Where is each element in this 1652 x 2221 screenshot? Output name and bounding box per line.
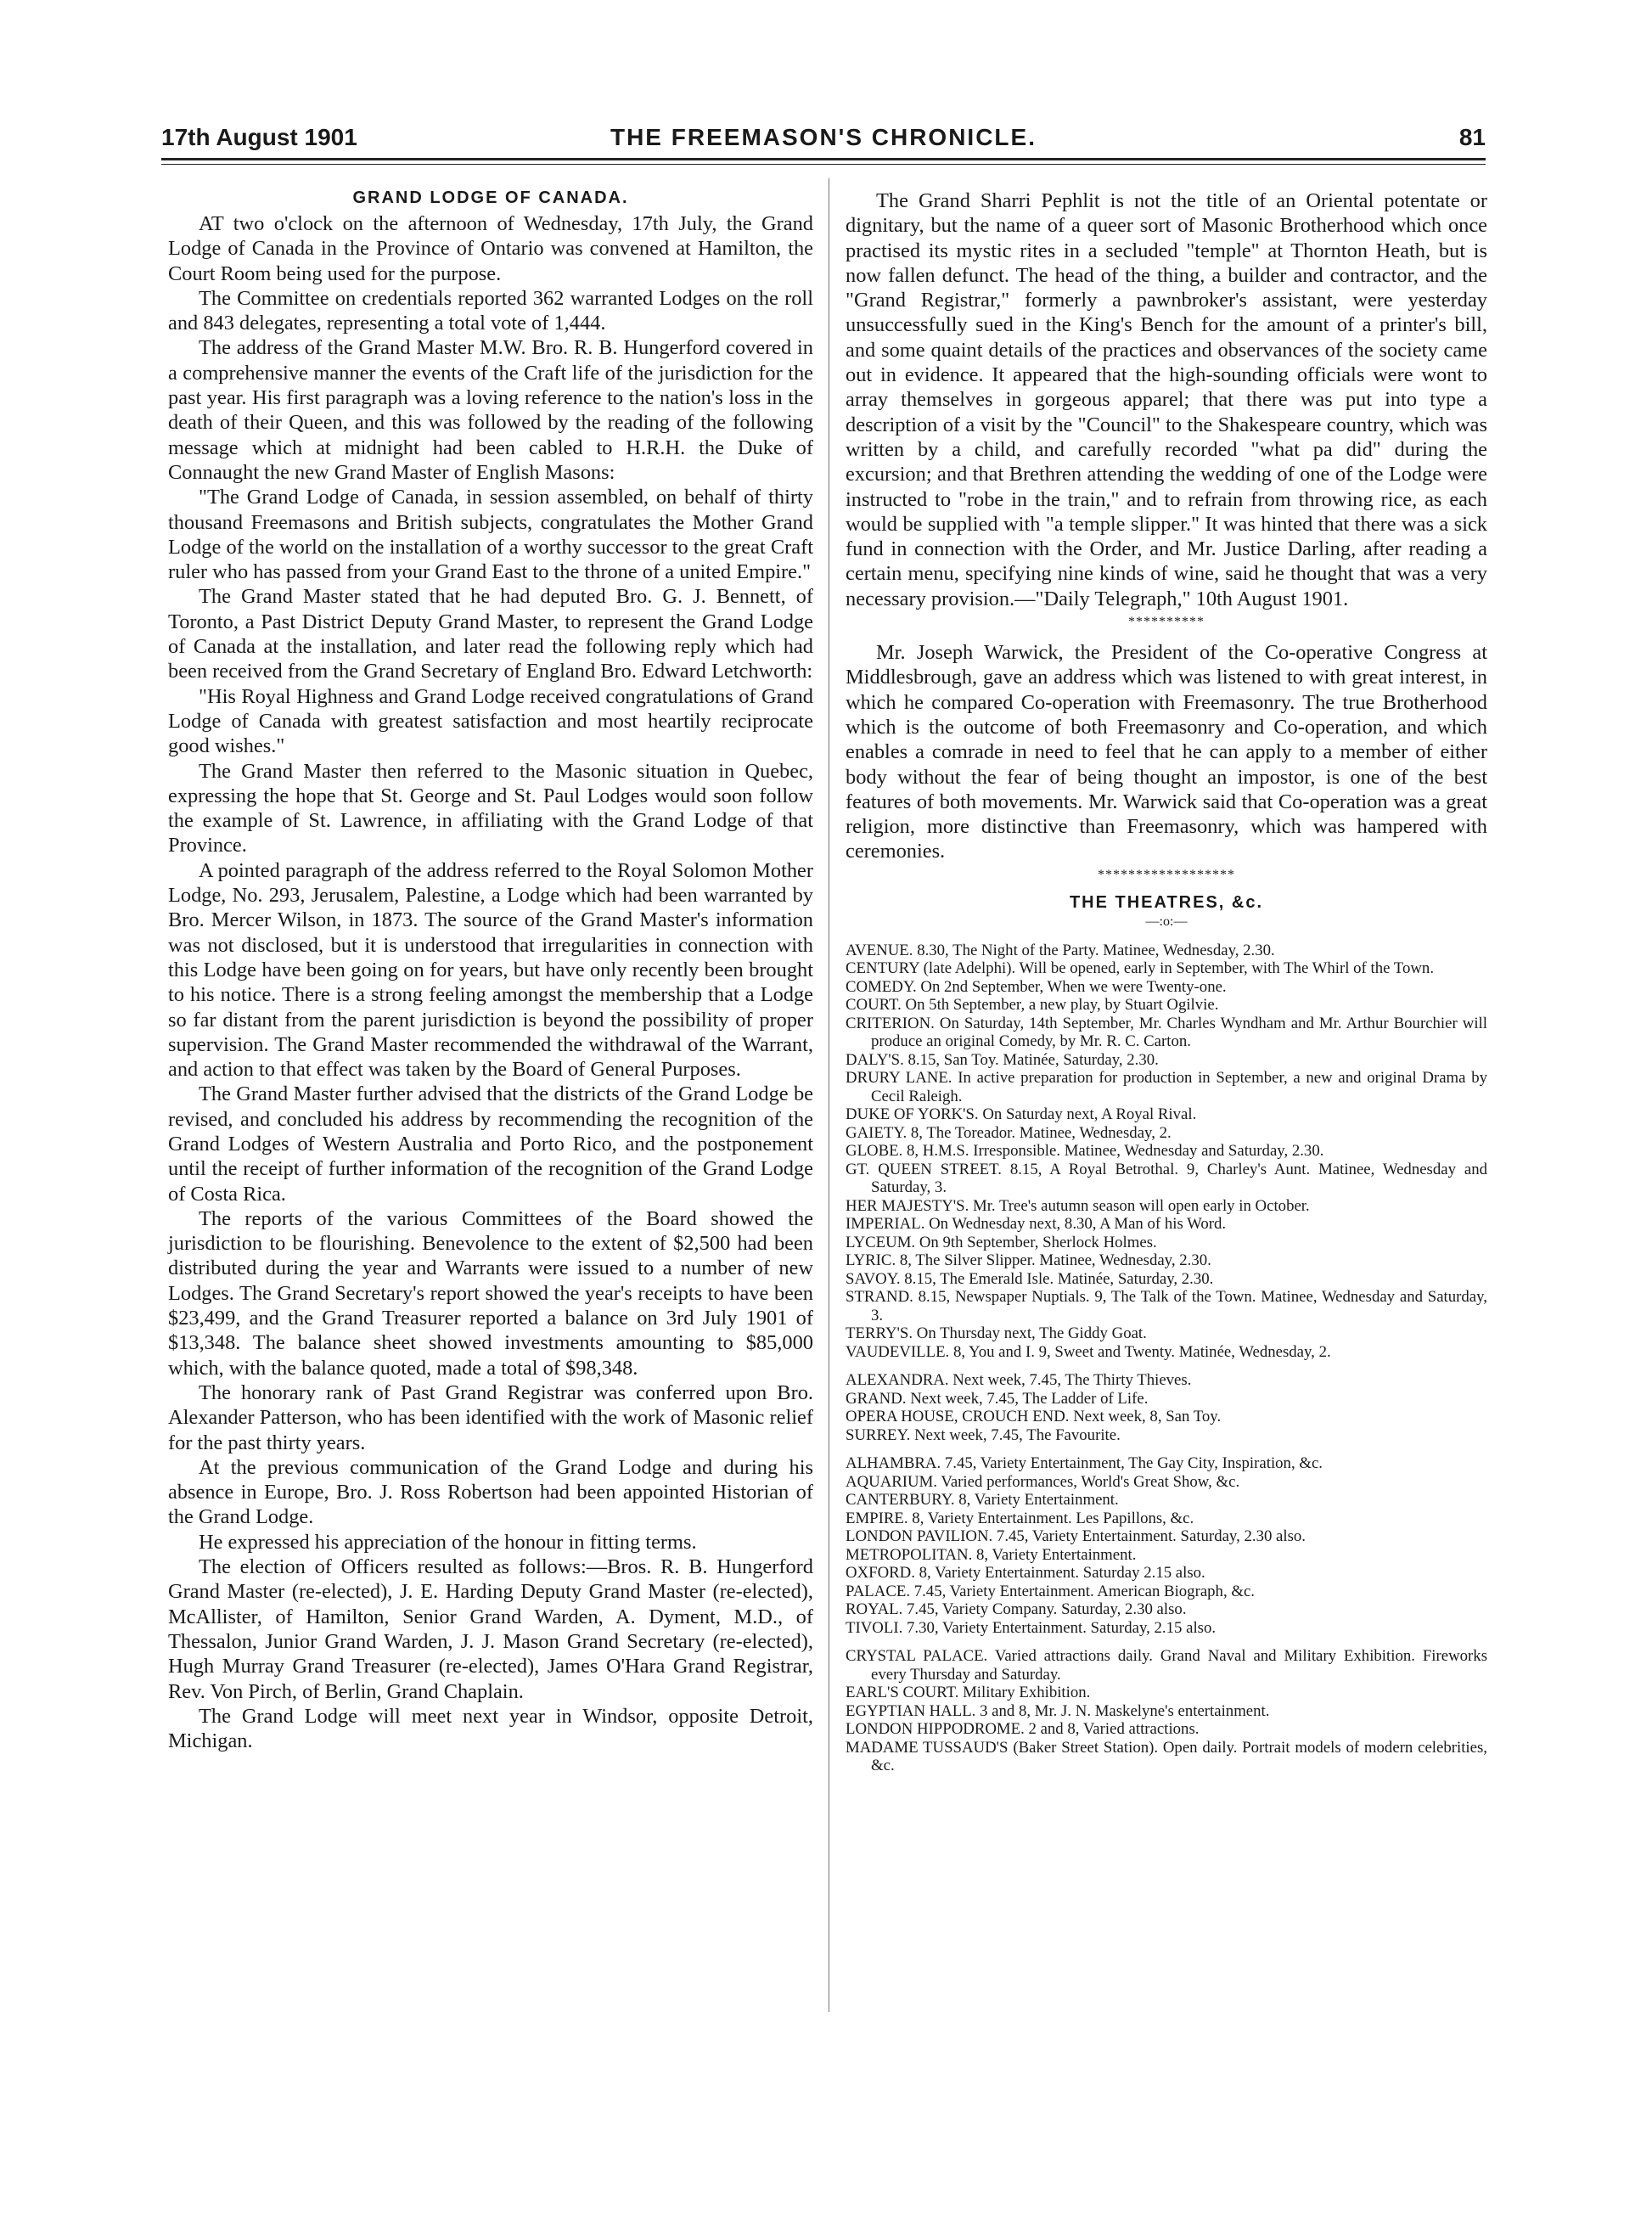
theatre-programme: 7.45, Variety Entertainment. American Biograph, &c.: [913, 1582, 1255, 1600]
article-paragraph: Mr. Joseph Warwick, the President of the Co-operative Congress at Middlesbrough, gave an address which was listened to with great interest, in which he compared Co-operation with Freemasonry. The true Brotherhood which is the outcome of both Freemasonry and Co-operation, and which enables a comrade in need to feel that he can apply to a member of either body without the fear of being thought an impostor, is one of the best features of both movements. Mr. Warwick said that Co-operation was a great religion, more distinctive than Freemasonry, which was hampered with ceremonies.: [846, 641, 1487, 863]
theatre-name: MADAME TUSSAUD'S: [846, 1738, 1009, 1757]
theatre-listing: [846, 1583, 1487, 1601]
theatre-listing: [846, 1647, 1487, 1684]
theatre-programme: Varied attractions daily. Grand Naval and Military Exhibition. Fireworks every Thursday and Saturday.: [871, 1647, 1488, 1684]
theatre-listing: [846, 1270, 1487, 1289]
article-body: [168, 211, 813, 1753]
theatre-programme: 7.45, Variety Company. Saturday, 2.30 also.: [907, 1600, 1187, 1619]
theatre-listing: [846, 1600, 1487, 1619]
theatre-name: CANTERBURY.: [846, 1491, 955, 1510]
theatre-name: PALACE.: [846, 1582, 911, 1600]
theatre-name: COMEDY.: [846, 977, 917, 996]
article-paragraph: The Grand Lodge will meet next year in Windsor, opposite Detroit, Michigan.: [168, 1704, 813, 1753]
theatre-name: ROYAL.: [846, 1600, 903, 1619]
theatre-programme: Mr. Tree's autumn season will open early in October.: [973, 1196, 1310, 1215]
theatre-listing: [846, 1015, 1487, 1051]
theatre-listing: [846, 1343, 1487, 1362]
theatre-listings: [846, 942, 1487, 1775]
issue-date: 17th August 1901: [161, 124, 357, 150]
theatre-programme: Varied performances, World's Great Show, &c.: [941, 1472, 1240, 1491]
theatre-name: OXFORD.: [846, 1564, 915, 1583]
article-paragraph: The Grand Master further advised that the districts of the Grand Lodge be revised, and concluded his address by recommending the recognition of the Grand Lodges of Western Australia and Porto Rico, and the postponement until the receipt of further information of the recognition of the Grand Lodge of Costa Rica.: [168, 1082, 813, 1206]
theatre-name: OPERA HOUSE, CROUCH END.: [846, 1408, 1070, 1426]
theatre-listing: [846, 978, 1487, 997]
theatre-programme: Next week, 7.45, The Favourite.: [914, 1425, 1121, 1444]
theatre-programme: 8.15, A Royal Betrothal. 9, Charley's Aunt. Matinee, Wednesday and Saturday, 3.: [871, 1160, 1487, 1197]
article-paragraph: The address of the Grand Master M.W. Bro. R. B. Hungerford covered in a comprehensive manner the events of the Craft life of the jurisdiction for the past year. His first paragraph was a loving reference to the nation's loss in the death of their Queen, and this was followed by the reading of the following message which at midnight had been cabled to H.R.H. the Duke of Connaught the new Grand Master of English Masons:: [168, 336, 813, 484]
article-paragraph: The Committee on credentials reported 362 warranted Lodges on the roll and 843 delegates, representing a total vote of 1,444.: [168, 286, 813, 335]
article-heading: GRAND LODGE OF CANADA.: [352, 188, 629, 207]
theatre-name: COURT.: [846, 996, 902, 1015]
theatre-listing: [846, 1684, 1487, 1702]
theatre-listing: [846, 942, 1487, 960]
theatre-name: ALEXANDRA.: [846, 1371, 949, 1390]
theatre-name: IMPERIAL.: [846, 1215, 925, 1234]
theatre-listing: [846, 959, 1487, 978]
theatre-name: SURREY.: [846, 1425, 911, 1444]
theatre-programme: Next week, 7.45, The Ladder of Life.: [910, 1389, 1149, 1408]
theatre-listing: [846, 1390, 1487, 1409]
theatre-listing: [846, 1161, 1487, 1197]
theatres-ornament: —:o:—: [1145, 914, 1188, 929]
theatre-programme: (late Adelphi). Will be opened, early in September, with The Whirl of the Town.: [923, 959, 1435, 978]
theatre-listing: [846, 1051, 1487, 1070]
theatre-name: AQUARIUM.: [846, 1472, 937, 1491]
theatre-name: ALHAMBRA.: [846, 1454, 941, 1473]
theatre-name: LONDON PAVILION.: [846, 1527, 993, 1546]
theatre-programme: On 5th September, a new play, by Stuart Ogilvie.: [905, 996, 1219, 1015]
theatre-name: GRAND.: [846, 1389, 907, 1408]
article-paragraph: The Grand Sharri Pephlit is not the title of an Oriental potentate or dignitary, but the name of a queer sort of Masonic Brotherhood which once practised its mystic rites in a secluded "temple" at Thornton Heath, but is now fallen defunct. The head of the thing, a builder and contractor, and the "Grand Registrar," formerly a pawnbroker's assistant, were yesterday unsuccessfully sued in the King's Bench for the amount of a printer's bill, and some quaint details of the practices and observances of the society came out in evidence. It appeared that the high-sounding officials were wont to array themselves in gorgeous apparel; that there was put into type a description of a visit by the "Council" to the Shakespeare country, which was written by a child, and carefully recorded "what pa did" during the excursion; and that Brethren attending the wedding of one of the Lodge were instructed to "robe in the train," and to refrain from throwing rice, as each would be supplied with "a temple slipper." It was hinted that there was a sick fund in connection with the Order, and Mr. Justice Darling, after reading a certain menu, specifying nine kinds of wine, said he thought that was a very necessary provision.—"Daily Telegraph," 10th August 1901.: [846, 189, 1487, 610]
theatre-listing: [846, 1454, 1487, 1473]
theatre-listing: [846, 1619, 1487, 1638]
sharri-pephlit-article: [846, 188, 1487, 611]
article-paragraph: "His Royal Highness and Grand Lodge received congratulations of Grand Lodge of Canada with greatest satisfaction and most heartily reciprocate good wishes.": [168, 684, 813, 758]
theatre-programme: 7.30, Variety Entertainment. Saturday, 2.15 also.: [906, 1618, 1217, 1637]
theatre-listing: [846, 996, 1487, 1015]
header-rule: [161, 158, 1486, 160]
warwick-article: [846, 640, 1487, 864]
theatre-name: AVENUE.: [846, 941, 913, 959]
page-header: [161, 124, 1486, 158]
theatre-name: DRURY LANE.: [846, 1069, 952, 1088]
theatre-name: CENTURY: [846, 959, 919, 978]
theatre-listing: [846, 1197, 1487, 1216]
theatre-programme: 8.15, The Emerald Isle. Matinée, Saturday, 2.30.: [904, 1269, 1214, 1288]
theatre-name: METROPOLITAN.: [846, 1545, 973, 1564]
article-paragraph: The Grand Master then referred to the Masonic situation in Quebec, expressing the hope that St. George and St. Paul Lodges would soon follow the example of St. Lawrence, in affiliating with the Grand Lodge of that Province.: [168, 759, 813, 857]
theatre-name: GT. QUEEN STREET.: [846, 1160, 1002, 1178]
theatre-name: TERRY'S.: [846, 1324, 913, 1343]
article-paragraph: "The Grand Lodge of Canada, in session assembled, on behalf of thirty thousand Freemasons and British subjects, congratulates the Mother Grand Lodge of the world on the installation of a worthy successor to the great Craft ruler who has passed from your Grand East to the throne of a united Empire.": [168, 486, 813, 584]
theatre-name: GLOBE.: [846, 1142, 903, 1161]
article-paragraph: The reports of the various Committees of the Board showed the jurisdiction to be flourishing. Benevolence to the extent of $2,500 had been distributed during the year and Warrants were issued to a number of new Lodges. The Grand Secretary's report showed the year's receipts to have been $23,499, and the Grand Treasurer reported a balance on 3rd July 1901 of $13,348. The balance sheet showed investments amounting to $85,000 which, with the balance quoted, made a total of $98,348.: [168, 1206, 813, 1380]
theatre-name: TIVOLI.: [846, 1618, 903, 1637]
right-column: [846, 188, 1487, 1775]
theatre-name: GAIETY.: [846, 1123, 907, 1142]
theatre-listing: [846, 1491, 1487, 1510]
theatre-programme: In active preparation for production in September, a new and original Drama by Cecil Raleigh.: [871, 1069, 1487, 1105]
theatre-name: HER MAJESTY'S.: [846, 1196, 969, 1215]
theatre-programme: Next week, 7.45, The Thirty Thieves.: [952, 1371, 1192, 1390]
section-separator: **********: [1128, 615, 1205, 630]
theatre-listing: [846, 1546, 1487, 1565]
theatre-programme: On 2nd September, When we were Twenty-one.: [920, 977, 1227, 996]
theatre-listing: [846, 1371, 1487, 1390]
theatre-programme: 8, Variety Entertainment.: [958, 1491, 1119, 1510]
theatre-listing: [846, 1473, 1487, 1492]
theatre-name: EARL'S COURT.: [846, 1684, 959, 1702]
theatre-programme: 8, Variety Entertainment. Saturday 2.15 also.: [919, 1564, 1205, 1583]
theatre-listing: [846, 1510, 1487, 1528]
theatre-programme: 8, The Silver Slipper. Matinee, Wednesday, 2.30.: [899, 1251, 1211, 1270]
section-separator: ******************: [1098, 867, 1235, 882]
theatre-programme: Military Exhibition.: [963, 1684, 1091, 1702]
page-number: 81: [1458, 124, 1486, 150]
theatre-programme: 3 and 8, Mr. J. N. Maskelyne's entertainment.: [980, 1701, 1270, 1720]
theatre-listing: [846, 1324, 1487, 1343]
theatres-heading: THE THEATRES, &c.: [1069, 892, 1264, 912]
header-rule-thin: [161, 164, 1486, 165]
article-paragraph: The election of Officers resulted as follows:—Bros. R. B. Hungerford Grand Master (re-elected), J. E. Harding Deputy Grand Master (re-elected), McAllister, of Hamilton, Senior Grand Warden, A. Dyment, M.D., of Thessalon, Junior Grand Warden, J. J. Mason Grand Secretary (re-elected), Hugh Murray Grand Treasurer (re-elected), James O'Hara Grand Registrar, Rev. Von Pirch, of Berlin, Grand Chaplain.: [168, 1555, 813, 1703]
theatre-name: EMPIRE.: [846, 1509, 908, 1527]
theatre-name: CRYSTAL PALACE.: [846, 1647, 988, 1666]
theatre-listing: [846, 1527, 1487, 1546]
theatre-programme: Next week, 8, San Toy.: [1073, 1408, 1222, 1426]
theatre-programme: 8, The Toreador. Matinee, Wednesday, 2.: [910, 1123, 1172, 1142]
theatre-programme: On Saturday, 14th September, Mr. Charles Wyndham and Mr. Arthur Bourchier will produce an original Comedy, by Mr. R. C. Carton.: [871, 1014, 1487, 1051]
theatre-name: LONDON HIPPODROME.: [846, 1720, 1025, 1739]
theatre-listing: [846, 1720, 1487, 1739]
theatre-programme: 8, Variety Entertainment. Les Papillons, &c.: [912, 1509, 1194, 1527]
publication-title: THE FREEMASON'S CHRONICLE.: [610, 124, 1037, 150]
theatre-listing: [846, 1408, 1487, 1426]
theatre-listing: [846, 1288, 1487, 1324]
theatre-name: DALY'S.: [846, 1050, 904, 1069]
article-paragraph: The Grand Master stated that he had deputed Bro. G. J. Bennett, of Toronto, a Past District Deputy Grand Master, to represent the Grand Lodge of Canada at the installation, and later read the following reply which had been received from the Grand Secretary of England Bro. Edward Letchworth:: [168, 585, 813, 683]
theatre-listing: [846, 1142, 1487, 1161]
theatre-listing: [846, 1105, 1487, 1124]
theatre-listing: [846, 1069, 1487, 1105]
article-paragraph: He expressed his appreciation of the honour in fitting terms.: [199, 1530, 697, 1554]
theatre-name: CRITERION.: [846, 1014, 935, 1032]
article-paragraph: At the previous communication of the Grand Lodge and during his absence in Europe, Bro. J. Ross Robertson had been appointed Historian of the Grand Lodge.: [168, 1455, 813, 1529]
theatre-listing: [846, 1215, 1487, 1234]
theatre-listing: [846, 1251, 1487, 1270]
theatre-name: STRAND.: [846, 1288, 913, 1307]
theatre-programme: On 9th September, Sherlock Holmes.: [919, 1233, 1157, 1251]
article-paragraph: AT two o'clock on the afternoon of Wednesday, 17th July, the Grand Lodge of Canada in the Province of Ontario was convened at Hamilton, the Court Room being used for the purpose.: [168, 212, 813, 285]
theatre-name: DUKE OF YORK'S.: [846, 1105, 979, 1124]
theatre-listing: [846, 1564, 1487, 1583]
theatre-name: SAVOY.: [846, 1269, 901, 1288]
article-paragraph: A pointed paragraph of the address referred to the Royal Solomon Mother Lodge, No. 293, Jerusalem, Palestine, a Lodge which had been warranted by Bro. Mercer Wilson, in 1873. The source of the Grand Master's information was not disclosed, but it is understood that irregularities in connection with this Lodge have been going on for years, but have only recently been brought to his notice. There is a strong feeling amongst the membership that a Lodge so far distant from the parent jurisdiction is beyond the possibility of proper supervision. The Grand Master recommended the withdrawal of the Warrant, and action to that effect was taken by the Board of General Purposes.: [168, 858, 813, 1082]
theatre-programme: 8.30, The Night of the Party. Matinee, Wednesday, 2.30.: [917, 941, 1275, 959]
theatre-listing: [846, 1739, 1487, 1775]
theatre-programme: 8.15, San Toy. Matinée, Saturday, 2.30.: [907, 1050, 1159, 1069]
theatre-programme: (Baker Street Station). Open daily. Portrait models of modern celebrities, &c.: [871, 1738, 1487, 1775]
theatre-name: LYRIC.: [846, 1251, 896, 1270]
theatre-name: LYCEUM.: [846, 1233, 916, 1251]
theatre-name: VAUDEVILLE.: [846, 1342, 950, 1361]
theatre-programme: 8, H.M.S. Irresponsible. Matinee, Wednesday and Saturday, 2.30.: [907, 1142, 1324, 1161]
theatre-programme: 8, You and I. 9, Sweet and Twenty. Matinée, Wednesday, 2.: [952, 1342, 1331, 1361]
theatre-programme: 7.45, Variety Entertainment. Saturday, 2.30 also.: [996, 1527, 1306, 1546]
theatre-listing: [846, 1234, 1487, 1252]
theatre-listing: [846, 1702, 1487, 1721]
theatre-listing: [846, 1426, 1487, 1445]
theatre-programme: 2 and 8, Varied attractions.: [1028, 1720, 1200, 1739]
theatre-programme: 8, Variety Entertainment.: [975, 1545, 1137, 1564]
theatre-programme: 7.45, Variety Entertainment, The Gay City, Inspiration, &c.: [944, 1454, 1323, 1473]
left-column: [168, 188, 813, 1753]
theatre-programme: On Saturday next, A Royal Rival.: [982, 1105, 1197, 1124]
theatre-programme: On Thursday next, The Giddy Goat.: [916, 1324, 1147, 1343]
theatre-programme: 8.15, Newspaper Nuptials. 9, The Talk of the Town. Matinee, Wednesday and Saturday, 3.: [871, 1288, 1487, 1324]
article-paragraph: The honorary rank of Past Grand Registrar was conferred upon Bro. Alexander Patterson, who has been identified with the work of Masonic relief for the past thirty years.: [168, 1380, 813, 1454]
theatre-programme: On Wednesday next, 8.30, A Man of his Word.: [929, 1215, 1227, 1234]
theatre-name: EGYPTIAN HALL.: [846, 1701, 976, 1720]
theatre-listing: [846, 1124, 1487, 1143]
